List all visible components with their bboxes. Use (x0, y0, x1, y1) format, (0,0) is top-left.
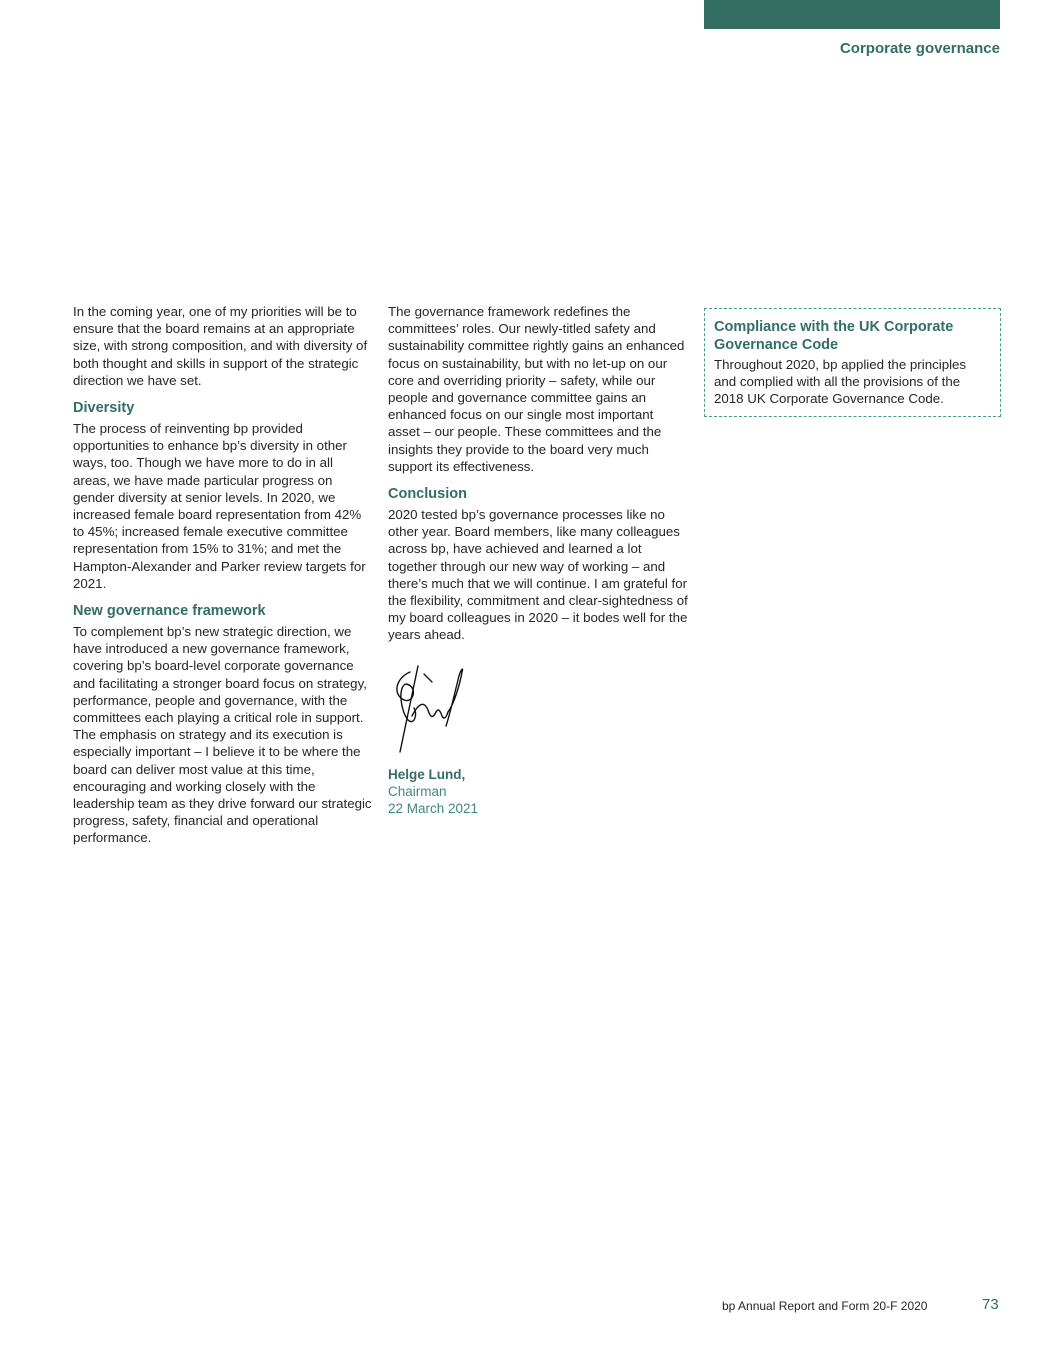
column-1 (73, 303, 373, 847)
diversity-heading: Diversity (73, 400, 135, 417)
framework-continued-paragraph: The governance framework redefines the committees’ roles. Our newly-titled safety and sustainability committee rightly gains an enhanced focus on sustainability, but with no let-up on our core and overriding priority – safety, while our people and governance committee gains an enhanced focus on our single most important asset – our people. These committees and the insights they provide to the board very much support its effectiveness. (388, 304, 685, 474)
section-label: Corporate governance (839, 40, 1000, 57)
page-number: 73 (982, 1296, 999, 1313)
conclusion-heading: Conclusion (388, 486, 467, 503)
intro-paragraph: In the coming year, one of my priorities will be to ensure that the board remains at an appropriate size, with strong composition, and with diversity of both thought and skills in support of the strategic direction we have set. (73, 304, 368, 388)
signer-name: Helge Lund, (388, 766, 466, 782)
header-bar (704, 0, 1000, 29)
framework-paragraph: To complement bp’s new strategic direction, we have introduced a new governance framework, covering bp’s board-level corporate governance and facilitating a stronger board focus on strategy, performance, people and governance, with the committees each playing a critical role in support. The emphasis on strategy and its execution is especially important – I believe it to be where the board can deliver most value at this time, encouraging and working closely with the leadership team as they drive forward our strategic progress, safety, financial and operational performance. (73, 624, 372, 846)
compliance-paragraph: Throughout 2020, bp applied the principles and complied with all the provisions of the 2018 UK Corporate Governance Code. (714, 357, 967, 407)
column-2 (388, 303, 688, 817)
diversity-paragraph: The process of reinventing bp provided opportunities to enhance bp’s diversity in other ways, too. Though we have more to do in all areas, we have made particular progress on gender diversity at senior levels. In 2020, we increased female board representation from 42% to 45%; increased female executive committee representation from 15% to 31%; and met the Hampton-Alexander and Parker review targets for 2021. (73, 421, 366, 591)
signer-date: 22 March 2021 (388, 800, 479, 816)
conclusion-paragraph: 2020 tested bp’s governance processes like no other year. Board members, like many colleagues across bp, have achieved and learned a lot together through our new way of working – and there’s much that we will continue. I am grateful for the flexibility, commitment and clear-sightedness of my board colleagues in 2020 – it bodes well for the years ahead. (388, 507, 688, 643)
signature-image (388, 664, 478, 756)
compliance-box (704, 308, 1001, 417)
framework-heading: New governance framework (73, 603, 266, 620)
signer-role: Chairman (388, 783, 447, 799)
compliance-heading: Compliance with the UK Corporate Governance Code (714, 319, 954, 353)
footer-report-title: bp Annual Report and Form 20-F 2020 (722, 1299, 928, 1313)
